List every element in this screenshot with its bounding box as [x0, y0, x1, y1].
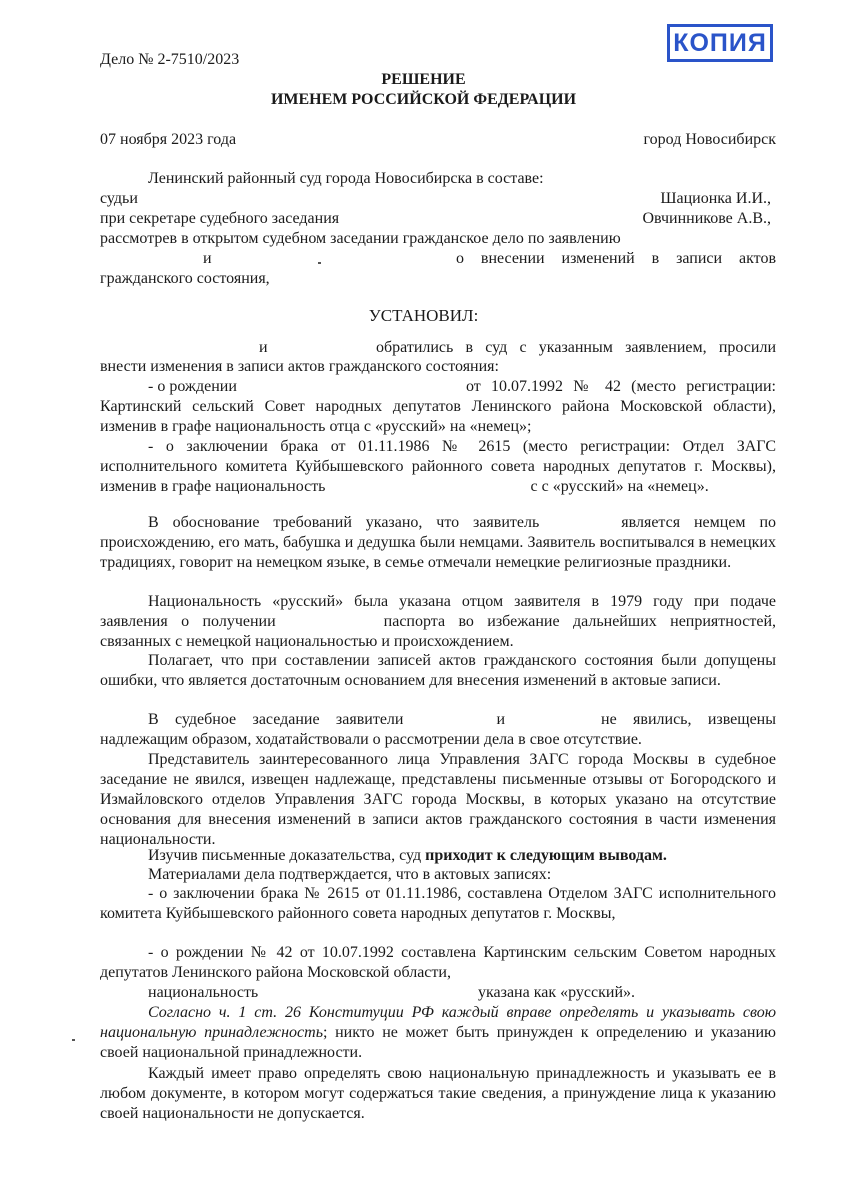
copy-stamp: КОПИЯ — [667, 24, 773, 62]
grounds-text-a: В обоснование требований указано, что заявитель — [148, 514, 540, 531]
case-number: Дело № 2-7510/2023 — [100, 51, 240, 68]
constitution-quote: Согласно ч. 1 ст. 26 Конституции РФ каждый вправе определять и указывать свою национальную принадлежность — [100, 1004, 776, 1041]
paragraph-nationality — [100, 592, 776, 652]
hearing-text-b: не явились, извещены надлежащим образом, ходатайствовали о рассмотрении дела в свое отсутствие. — [100, 711, 776, 748]
birth-record-details: Картинский сельский Совет народных депутатов Ленинского района Московской области), изменив в графе национальность отца с «русский» на «немец»; — [100, 398, 776, 435]
evidence-marriage — [100, 884, 776, 924]
evidence-marriage-text: - о заключении брака № 2615 от 01.11.1986, составлена Отделом ЗАГС исполнительного комитета Куйбышевского районного совета народных депутатов г. Москвы, — [100, 885, 776, 922]
nationality-text-b: паспорта во избежание дальнейших неприятностей, связанных с немецкой национальностью и происхождением. — [100, 613, 776, 650]
considered-line: рассмотрев в открытом судебном заседании гражданское дело по заявлению — [100, 230, 621, 247]
marriage-record-text: - о заключении брака от 01.11.1986 № 2615 (место регистрации: Отдел ЗАГС исполнительного комитета Куйбышевского районного совета народных депутатов г. Москвы), изменив в графе национальность — [100, 438, 776, 495]
margin-mark — [72, 1039, 75, 1041]
subject-text: о внесении изменений в записи актов — [456, 250, 776, 267]
secretary-name: Овчинникове А.В., — [642, 210, 771, 227]
established-heading: УСТАНОВИЛ: — [368, 306, 479, 325]
judge-row — [100, 189, 776, 209]
hearing-and: и — [496, 711, 506, 728]
conclusion-bold: приходит к следующим выводам. — [425, 847, 667, 864]
nationality-text-a: Национальность «русский» была указана отцом заявителя в 1979 году при подаче заявления о получении — [100, 593, 776, 630]
constitution-rest: ; никто не может быть принужден к определению и указанию своей национальной принадлежности. — [100, 1024, 776, 1061]
paragraph-conclusion — [100, 846, 776, 866]
secretary-row — [100, 209, 776, 229]
p1-and: и — [259, 339, 268, 356]
decision-date: 07 ноября 2023 года — [100, 131, 237, 148]
marriage-record-change: с с «русский» на «немец». — [530, 478, 709, 495]
conclusion-text: Изучив письменные доказательства, суд — [148, 847, 422, 864]
court-composition: Ленинский районный суд города Новосибирска в составе: — [148, 170, 544, 187]
applicants-and: и — [203, 250, 212, 267]
judge-label: судьи — [100, 190, 138, 207]
nationality-label: национальность — [148, 984, 259, 1001]
paragraph-right: Каждый имеет право определять свою национальную принадлежность и указывать ее в любом документе, в котором могут содержаться такие сведения, а принуждение лица к указанию своей национальности не допускается. — [100, 1065, 776, 1122]
marriage-record — [100, 437, 776, 497]
paragraph-errors: Полагает, что при составлении записей актов гражданского состояния были допущены ошибки, что является достаточным основанием для внесения изменений в актовые записи. — [100, 652, 776, 689]
paragraph-representative: Представитель заинтересованного лица Управления ЗАГС города Москвы в судебное заседание не явился, извещен надлежаще, представлены письменные отзывы от Богородского и Измайловского отделов Управления ЗАГС города Москвы, в которых указано на отсутствие основания для внесения изменений в записи актов гражданского состояния в части изменения национальности. — [100, 751, 776, 848]
p1-line2: внести изменения в записи актов гражданского состояния: — [100, 358, 499, 375]
paragraph-evidence: Материалами дела подтверждается, что в актовых записях: — [148, 866, 552, 883]
decision-city: город Новосибирск — [643, 131, 776, 148]
secretary-label: при секретаре судебного заседания — [100, 210, 340, 227]
birth-record-date: от 10.07.1992 № 42 (место регистрации: — [466, 378, 776, 395]
civil-status: гражданского состояния, — [100, 270, 270, 287]
hearing-text-a: В судебное заседание заявители — [148, 711, 404, 728]
document-title: РЕШЕНИЕ — [381, 71, 466, 88]
judge-name: Шационка И.И., — [660, 190, 771, 207]
paragraph-constitution — [100, 1003, 776, 1063]
grounds-text-b: является немцем по происхождению, его мать, бабушка и дедушка были немцами. Заявитель воспитывался в немецких традициях, говорит на немецком языке, в семье отмечали немецкие религиозные праздники. — [100, 514, 776, 571]
p1-text: обратились в суд с указанным заявлением, просили — [376, 339, 776, 356]
paragraph-hearing — [100, 710, 776, 750]
scan-mark — [318, 262, 321, 264]
date-city-row — [100, 130, 776, 150]
document-subtitle: ИМЕНЕМ РОССИЙСКОЙ ФЕДЕРАЦИИ — [270, 91, 577, 108]
evidence-birth: - о рождении № 42 от 10.07.1992 составлена Картинским сельским Советом народных депутатов Ленинского района Московской области, — [100, 944, 776, 981]
birth-record-label: - о рождении — [148, 378, 237, 395]
nationality-value: указана как «русский». — [478, 984, 636, 1001]
paragraph-grounds — [100, 513, 776, 573]
